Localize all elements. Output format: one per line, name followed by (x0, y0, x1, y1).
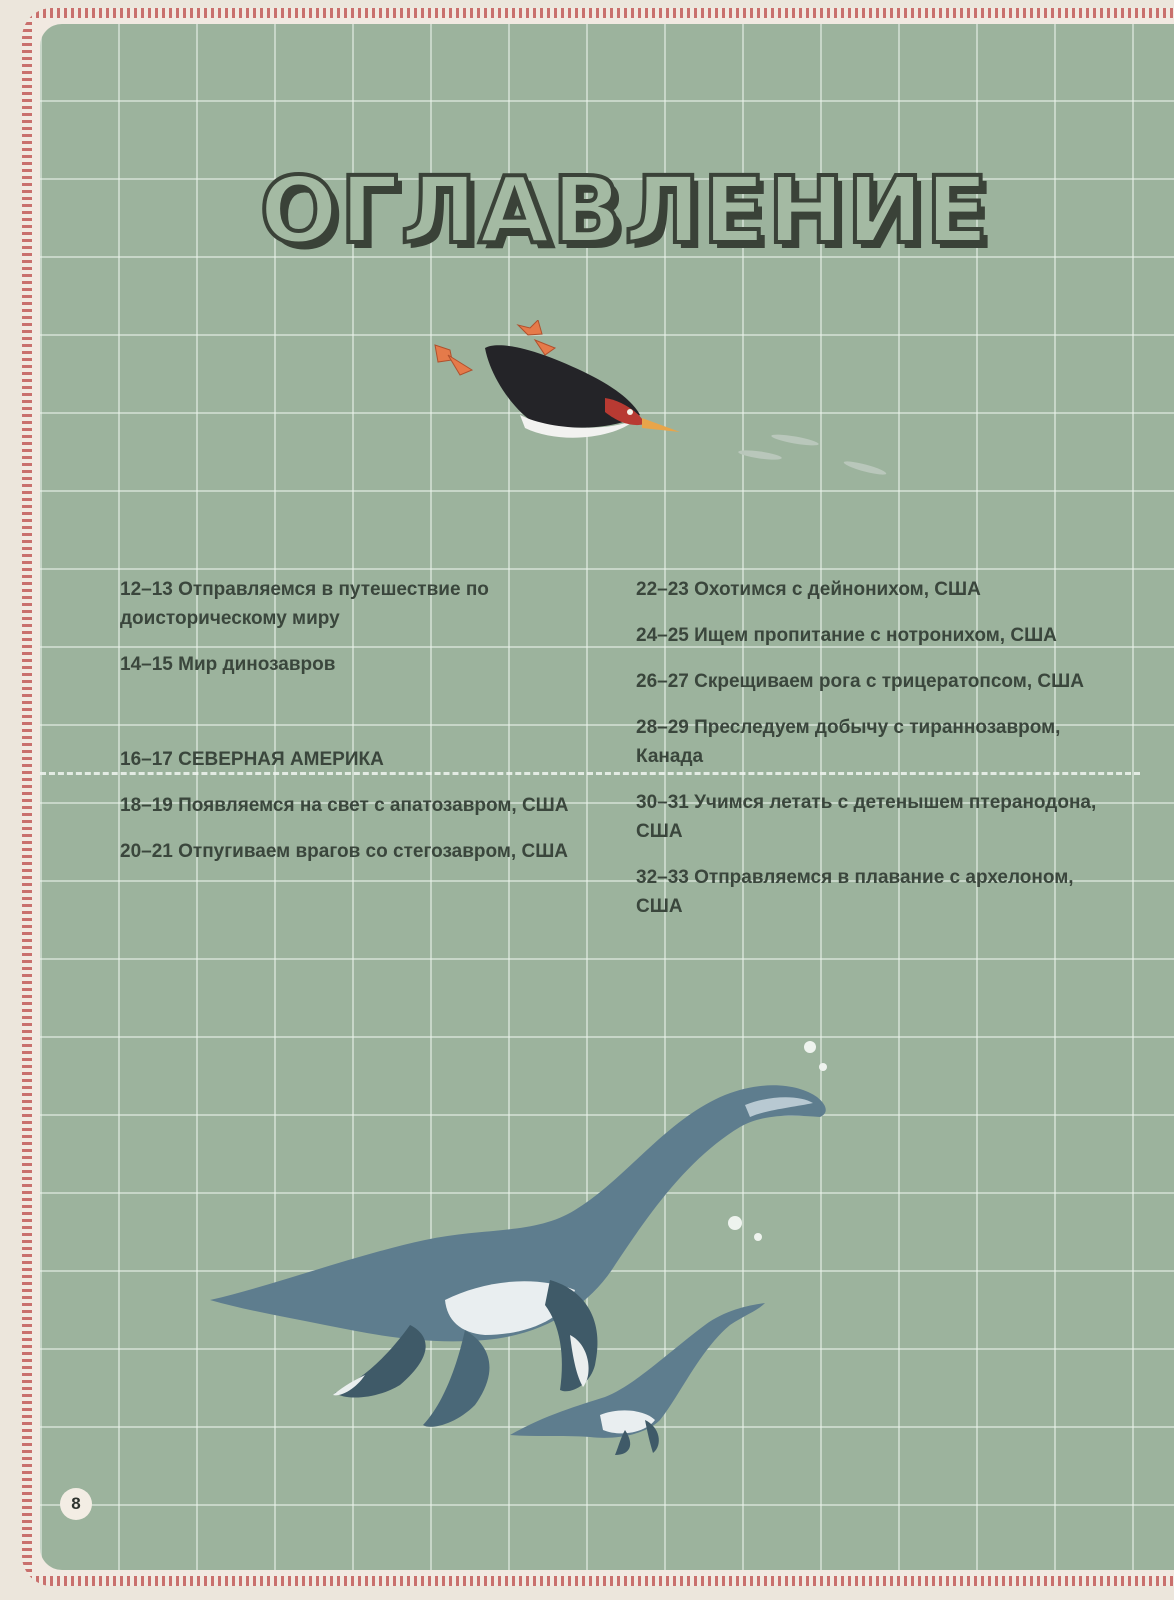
toc-entry: 28–29 Преследуем добычу с тираннозавром, Канада (636, 717, 1061, 767)
toc-entry: 30–31 Учимся летать с детенышем птеранодона, США (636, 792, 1097, 842)
toc-entry: 14–15 Мир динозавров (120, 654, 336, 675)
dashed-divider (40, 772, 1140, 775)
plesiosaurs-illustration (205, 1035, 845, 1455)
fish-school (738, 432, 887, 477)
toc-entry: 22–23 Охотимся с дейнонихом, США (636, 579, 981, 600)
toc-left-column (120, 575, 580, 866)
diving-bird-illustration (430, 320, 910, 490)
toc-entry: 32–33 Отправляемся в плавание с архелоном, США (636, 867, 1074, 917)
toc-section-heading: 16–17 СЕВЕРНАЯ АМЕРИКА (120, 749, 384, 770)
large-plesiosaur (210, 1085, 826, 1427)
toc-entry: 24–25 Ищем пропитание с нотронихом, США (636, 625, 1057, 646)
page-number: 8 (60, 1488, 92, 1520)
toc-entry: 18–19 Появляемся на свет с апатозавром, США (120, 795, 569, 816)
toc-entry: 20–21 Отпугиваем врагов со стегозавром, США (120, 841, 569, 862)
toc-right-column (636, 575, 1106, 921)
bird-body (485, 345, 680, 437)
toc-entry: 12–13 Отправляемся в путешествие по доисторическому миру (120, 579, 489, 629)
toc-entry: 26–27 Скрещиваем рога с трицератопсом, США (636, 671, 1084, 692)
small-plesiosaur (510, 1303, 765, 1455)
page-title: ОГЛАВЛЕНИЕ (259, 157, 991, 264)
bubbles (728, 1041, 827, 1241)
